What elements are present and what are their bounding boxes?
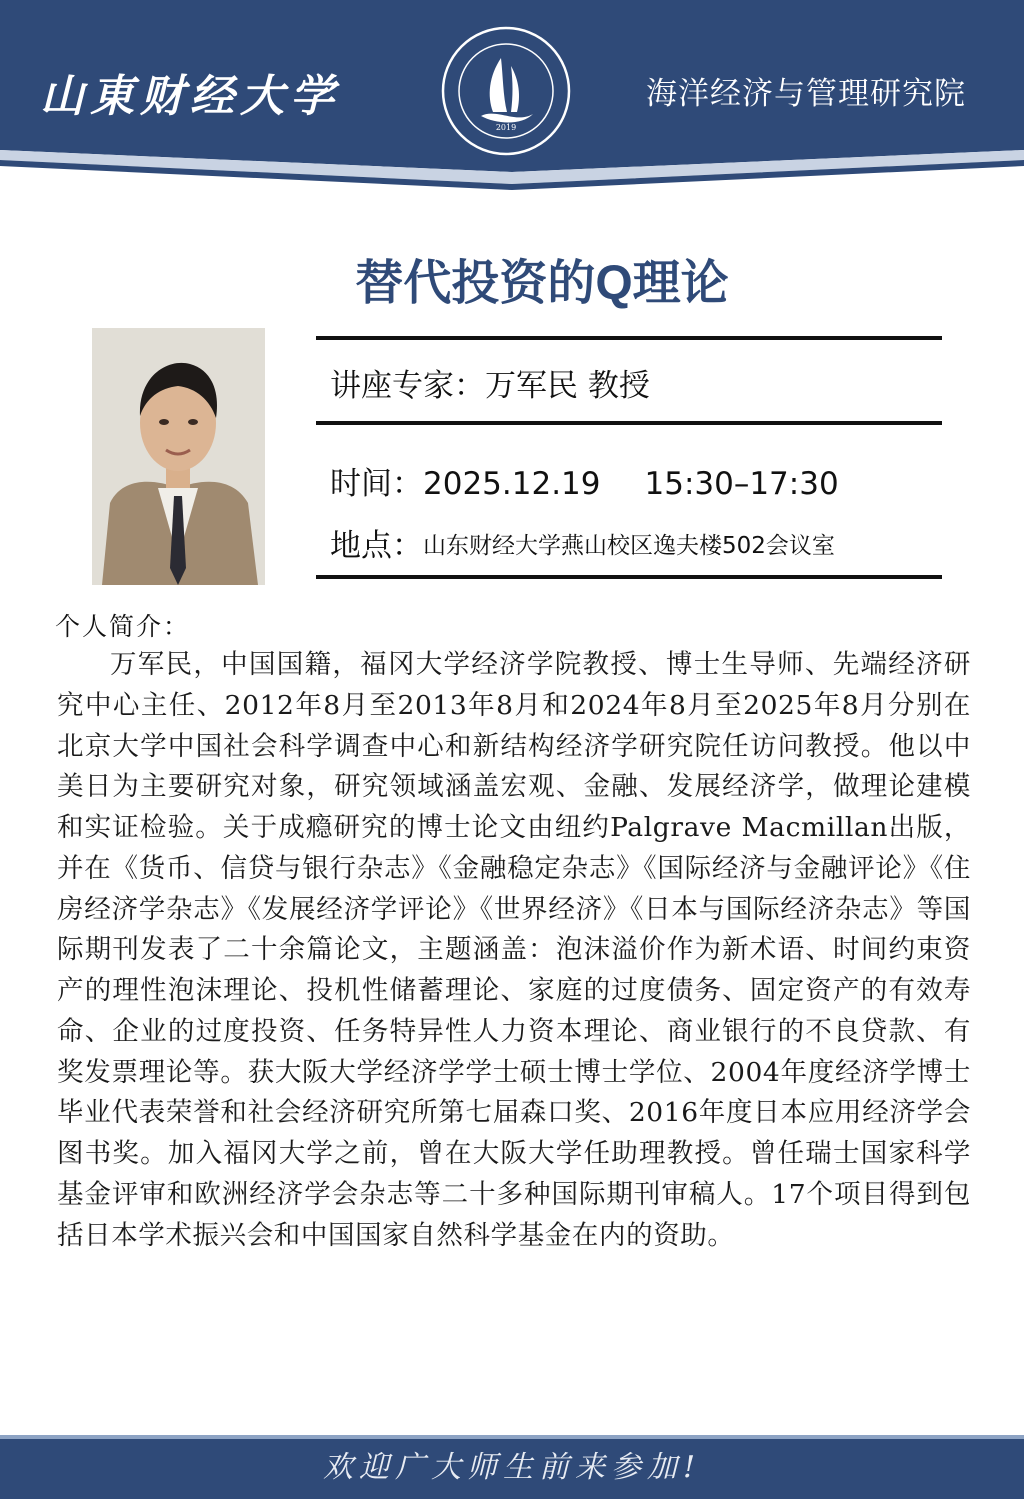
speaker-label: 讲座专家： xyxy=(330,368,485,404)
info-rule-top xyxy=(316,336,942,340)
time-range: 15:30–17:30 xyxy=(644,466,839,502)
bio-text: 万军民，中国国籍，福冈大学经济学院教授、博士生导师、先端经济研究中心主任、2012年8月至2013年8月和2024年8月至2025年8月分别在北京大学中国社会科学调查中心和新结构经济学研究院任访问教授。他以中美日为主要研究对象，研究领域涵盖宏观、金融、发展经济学，做理论建模和实证检验。关于成瘾研究的博士论文由纽约Palgrave Macmillan出版，并在《货币、信贷与银行杂志》《金融稳定杂志》《国际经济与金融评论》《住房经济学杂志》《发展经济学评论》《世界经济》《日本与国际经济杂志》等国际期刊发表了二十余篇论文，主题涵盖：泡沫溢价作为新术语、时间约束资产的理性泡沫理论、投机性储蓄理论、家庭的过度债务、固定资产的有效寿命、企业的过度投资、任务特异性人力资本理论、商业银行的不良贷款、有奖发票理论等。获大阪大学经济学学士硕士博士学位、2004年度经济学博士毕业代表荣誉和社会经济研究所第七届森口奖、2016年度日本应用经济学会图书奖。加入福冈大学之前，曾在大阪大学任助理教授。曾任瑞士国家科学基金评审和欧洲经济学会杂志等二十多种国际期刊审稿人。17个项目得到包括日本学术振兴会和中国国家自然科学基金在内的资助。 xyxy=(57,649,971,1251)
footer-stripe xyxy=(0,1435,1024,1439)
info-rule-middle xyxy=(316,421,942,425)
place-label: 地点： xyxy=(330,528,423,564)
header-banner xyxy=(0,0,1024,190)
bio-heading: 个人简介： xyxy=(55,612,191,641)
place-value: 山东财经大学燕山校区逸夫楼502会议室 xyxy=(423,533,835,559)
lecture-title: 替代投资的Q理论 xyxy=(355,257,729,310)
speaker-name: 万军民 教授 xyxy=(485,368,650,404)
time-label: 时间： xyxy=(330,466,423,502)
university-name: 山東财经大学 xyxy=(40,71,340,122)
logo-year: 2019 xyxy=(495,123,517,132)
speaker-line xyxy=(330,360,650,405)
speaker-photo xyxy=(92,328,265,585)
institute-name: 海洋经济与管理研究院 xyxy=(646,76,966,112)
time-date: 2025.12.19 xyxy=(423,466,601,502)
institute-logo xyxy=(441,26,571,156)
footer-invitation: 欢迎广大师生前来参加! xyxy=(322,1450,702,1485)
time-line xyxy=(330,458,839,503)
place-line xyxy=(330,520,835,565)
info-rule-bottom xyxy=(316,575,942,579)
